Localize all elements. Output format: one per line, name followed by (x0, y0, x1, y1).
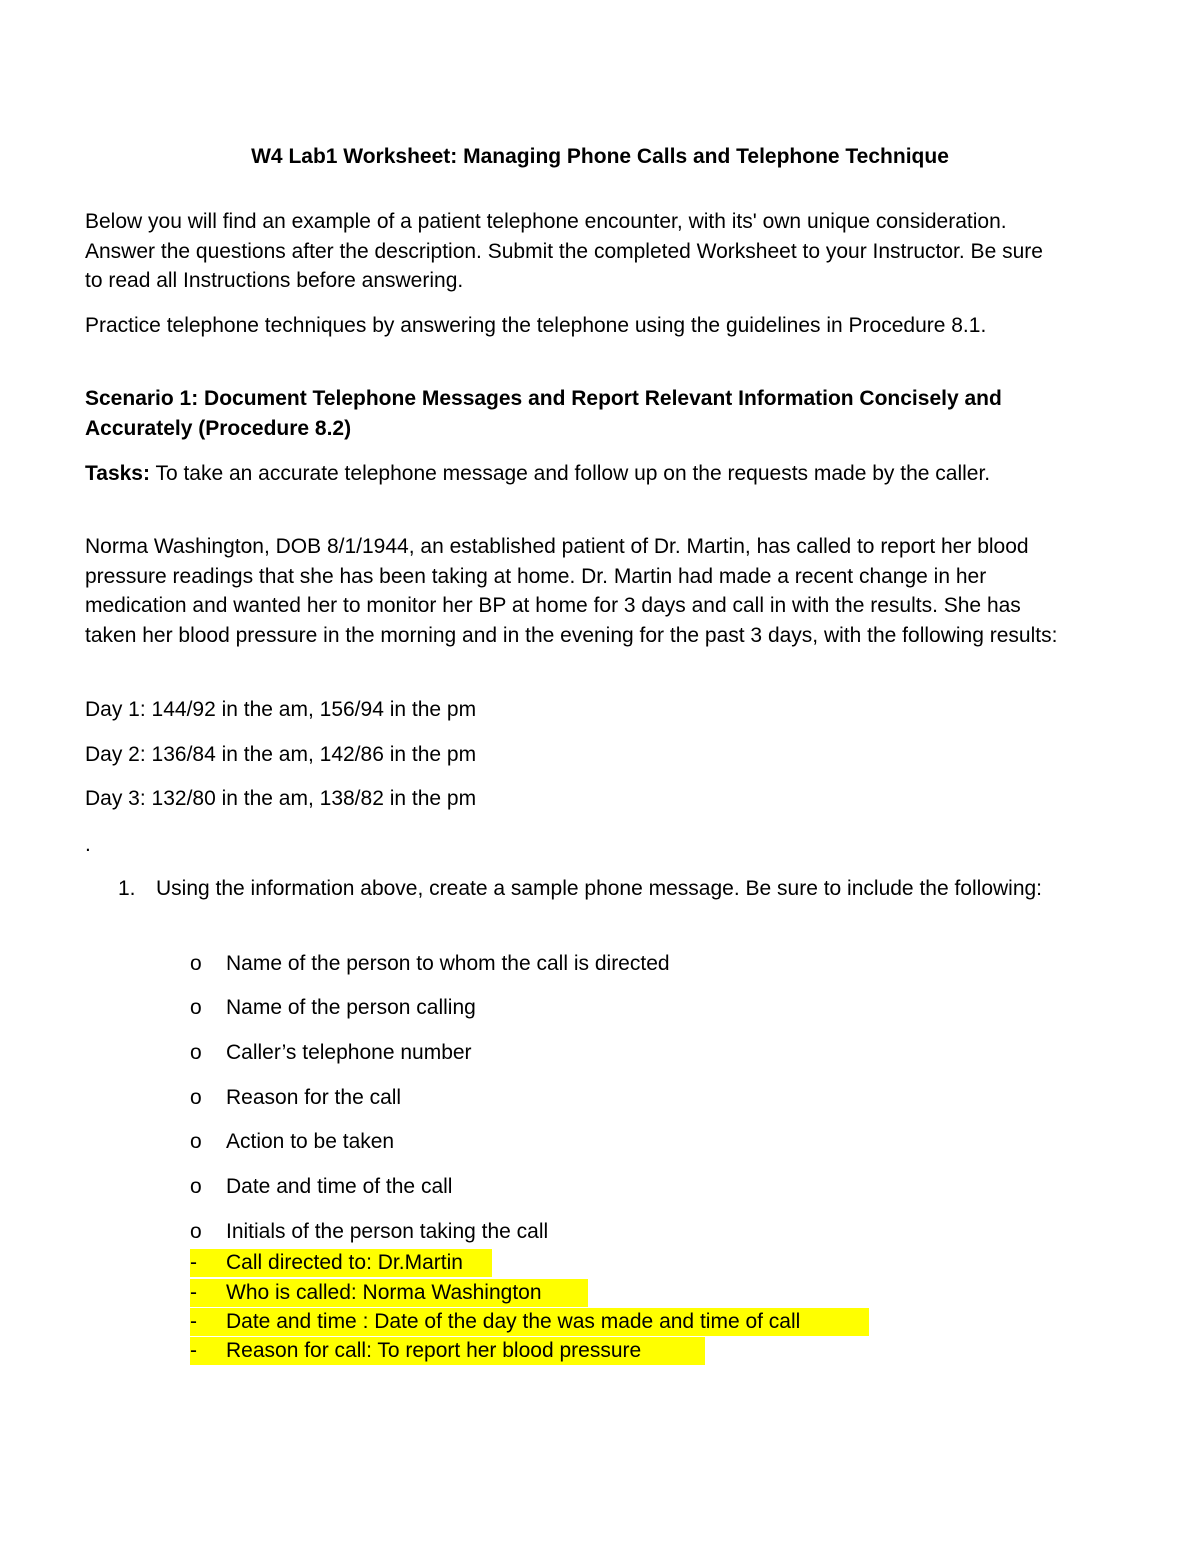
worksheet-title: W4 Lab1 Worksheet: Managing Phone Calls and Telephone Technique (251, 145, 949, 168)
list-item-text: Name of the person calling (226, 996, 476, 1019)
answer-text: Who is called: Norma Washington (226, 1281, 542, 1304)
bullet-marker: o (190, 1220, 202, 1243)
stray-dot: . (85, 833, 91, 856)
practice-paragraph: Practice telephone techniques by answering the telephone using the guidelines in Procedure 8.1. (85, 314, 987, 337)
bullet-marker: o (190, 1086, 202, 1109)
dash-marker: - (190, 1281, 197, 1304)
tasks-label: Tasks: (85, 462, 150, 485)
answer-text: Date and time : Date of the day the was made and time of call (226, 1310, 801, 1333)
bullet-marker: o (190, 1041, 202, 1064)
intro-paragraph: Below you will find an example of a patient telephone encounter, with its' own unique consideration. Answer the questions after the description. Submit the completed Worksheet to your Instructor. Be sure to read all Instructions before answering. (85, 210, 1043, 292)
dash-marker: - (190, 1339, 197, 1362)
day-reading-2: Day 2: 136/84 in the am, 142/86 in the pm (85, 743, 477, 766)
list-item-text: Reason for the call (226, 1086, 402, 1109)
scenario-heading: Scenario 1: Document Telephone Messages and Report Relevant Information Concisely and Accurately (Procedure 8.2) (85, 387, 1002, 440)
bullet-marker: o (190, 1130, 202, 1153)
dash-marker: - (190, 1310, 197, 1333)
day-reading-3: Day 3: 132/80 in the am, 138/82 in the pm (85, 787, 477, 810)
list-item-text: Caller’s telephone number (226, 1041, 472, 1064)
question-number: 1. (118, 877, 136, 900)
list-item-text: Name of the person to whom the call is directed (226, 952, 670, 975)
list-item-text: Date and time of the call (226, 1175, 453, 1198)
bullet-marker: o (190, 1175, 202, 1198)
dash-marker: - (190, 1251, 197, 1274)
tasks-text: To take an accurate telephone message and follow up on the requests made by the caller. (149, 462, 991, 485)
answer-text: Call directed to: Dr.Martin (226, 1251, 463, 1274)
day-reading-1: Day 1: 144/92 in the am, 156/94 in the pm (85, 698, 477, 721)
question-1 (118, 874, 1058, 904)
bullet-marker: o (190, 952, 202, 975)
patient-description-paragraph: Norma Washington, DOB 8/1/1944, an established patient of Dr. Martin, has called to report her blood pressure readings that she has been taking at home. Dr. Martin had made a recent change in her medication and wanted her to monitor her BP at home for 3 days and call in with the results. She has taken her blood pressure in the morning and in the evening for the past 3 days, with the following results: (85, 535, 1058, 647)
bullet-marker: o (190, 996, 202, 1019)
list-item-text: Action to be taken (226, 1130, 395, 1153)
tasks-paragraph (85, 459, 1065, 489)
question-text: Using the information above, create a sample phone message. Be sure to include the following: (156, 877, 1043, 900)
answer-text: Reason for call: To report her blood pressure (226, 1339, 642, 1362)
list-item-text: Initials of the person taking the call (226, 1220, 549, 1243)
